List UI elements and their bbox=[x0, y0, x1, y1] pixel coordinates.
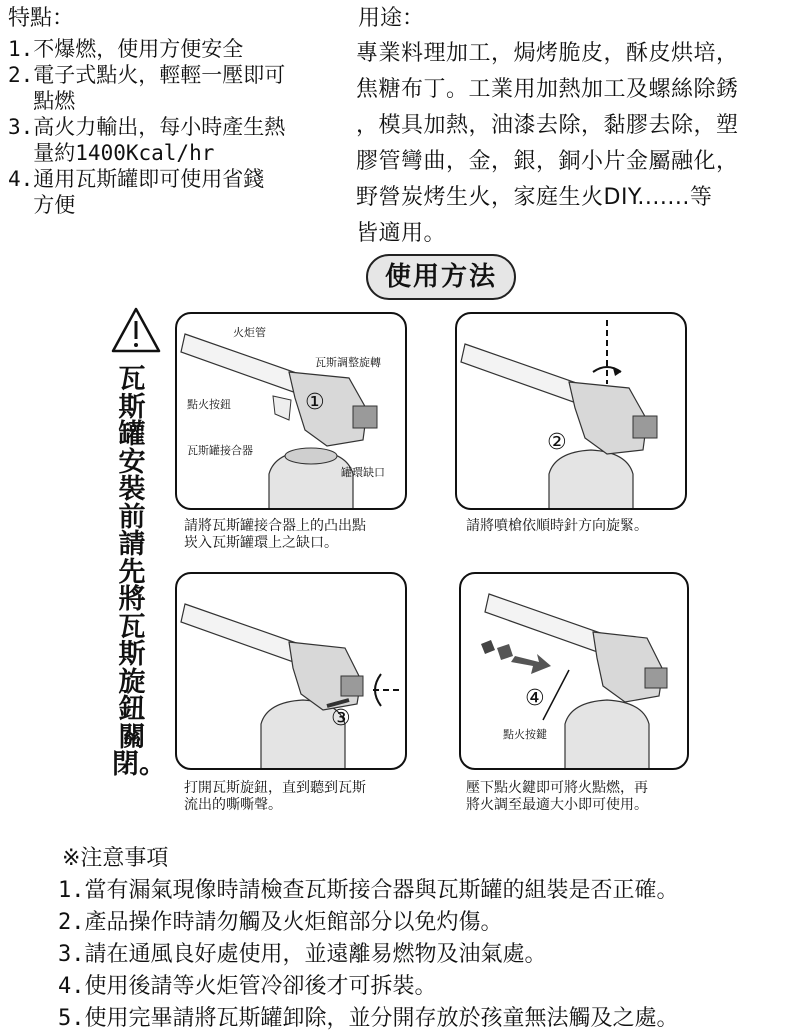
feature-line: 點燃 bbox=[8, 89, 76, 113]
caption-line: 請將瓦斯罐接合器上的凸出點 bbox=[184, 518, 366, 534]
note-item: 4.使用後請等火炬管冷卻後才可拆裝。 bbox=[58, 974, 437, 999]
features-title: 特點： bbox=[8, 6, 75, 31]
feature-line: 1.不爆燃，使用方便安全 bbox=[8, 37, 244, 61]
step-number-3: ③ bbox=[331, 706, 351, 731]
usage-method-heading: 使用方法 bbox=[366, 254, 516, 300]
uses-title: 用途： bbox=[358, 6, 425, 31]
step-1-caption bbox=[184, 518, 366, 552]
uses-line: ，模具加熱，油漆去除，黏膠去除，塑 bbox=[356, 113, 739, 138]
torch-illustration bbox=[457, 314, 687, 510]
step-4-caption bbox=[466, 780, 648, 814]
notes-title: ※注意事項 bbox=[62, 846, 169, 871]
note-item: 3.請在通風良好處使用，並遠離易燃物及油氣處。 bbox=[58, 942, 547, 967]
caption-line: 壓下點火鍵即可將火點燃，再 bbox=[466, 780, 648, 796]
uses-line: 皆適用。 bbox=[356, 221, 447, 246]
uses-line: 膠管彎曲，金，銀，銅小片金屬融化， bbox=[356, 149, 739, 174]
step-number-1: ① bbox=[305, 390, 325, 415]
step-2-caption bbox=[466, 518, 648, 535]
step-3-panel bbox=[175, 572, 407, 770]
uses-line: 焦糖布丁。工業用加熱加工及螺絲除銹 bbox=[356, 77, 739, 102]
feature-line: 4.通用瓦斯罐即可使用省錢 bbox=[8, 167, 265, 191]
uses-text bbox=[356, 36, 739, 252]
step-3-caption bbox=[184, 780, 366, 814]
note-item: 1.當有漏氣現像時請檢查瓦斯接合器與瓦斯罐的組裝是否正確。 bbox=[58, 878, 679, 903]
feature-line: 2.電子式點火，輕輕一壓即可 bbox=[8, 63, 286, 87]
torch-illustration bbox=[177, 314, 407, 510]
step-2-panel bbox=[455, 312, 687, 510]
caption-line: 打開瓦斯旋鈕，直到聽到瓦斯 bbox=[184, 780, 366, 796]
features-list bbox=[8, 36, 285, 218]
note-item: 2.產品操作時請勿觸及火炬館部分以免灼傷。 bbox=[58, 910, 503, 935]
torch-illustration bbox=[461, 574, 689, 770]
note-item: 5.使用完畢請將瓦斯罐卸除，並分開存放於孩童無法觸及之處。 bbox=[58, 1006, 679, 1031]
label-ignition-button: 點火按鈕 bbox=[187, 398, 231, 411]
label-gas-connector: 瓦斯罐接合器 bbox=[187, 444, 253, 457]
caption-line: 將火調至最適大小即可使用。 bbox=[466, 797, 648, 813]
caption-line: 請將噴槍依順時針方向旋緊。 bbox=[466, 518, 648, 534]
feature-line: 量約1400Kcal/hr bbox=[8, 141, 215, 165]
step-4-panel bbox=[459, 572, 689, 770]
feature-line: 3.高火力輸出，每小時產生熱 bbox=[8, 115, 286, 139]
label-ring-notch: 罐環缺口 bbox=[341, 466, 385, 479]
caption-line: 流出的嘶嘶聲。 bbox=[184, 797, 282, 813]
uses-line: 野營炭烤生火，家庭生火DIY.......等 bbox=[356, 185, 713, 210]
step-number-2: ② bbox=[547, 430, 567, 455]
label-ignition-key: 點火按鍵 bbox=[503, 728, 547, 741]
warning-triangle-icon bbox=[110, 306, 162, 354]
caption-line: 崁入瓦斯罐環上之缺口。 bbox=[184, 535, 338, 551]
feature-line: 方便 bbox=[8, 193, 76, 217]
label-gas-adjust: 瓦斯調整旋轉 bbox=[315, 356, 381, 369]
step-1-panel bbox=[175, 312, 407, 510]
warning-vertical-text: 瓦斯罐安裝前請先將瓦斯旋鈕關閉。 bbox=[112, 364, 166, 780]
uses-line: 專業料理加工，焗烤脆皮，酥皮烘培， bbox=[356, 41, 739, 66]
torch-illustration bbox=[177, 574, 407, 770]
step-number-4: ④ bbox=[525, 686, 545, 711]
label-torch-tube: 火炬管 bbox=[233, 326, 266, 339]
